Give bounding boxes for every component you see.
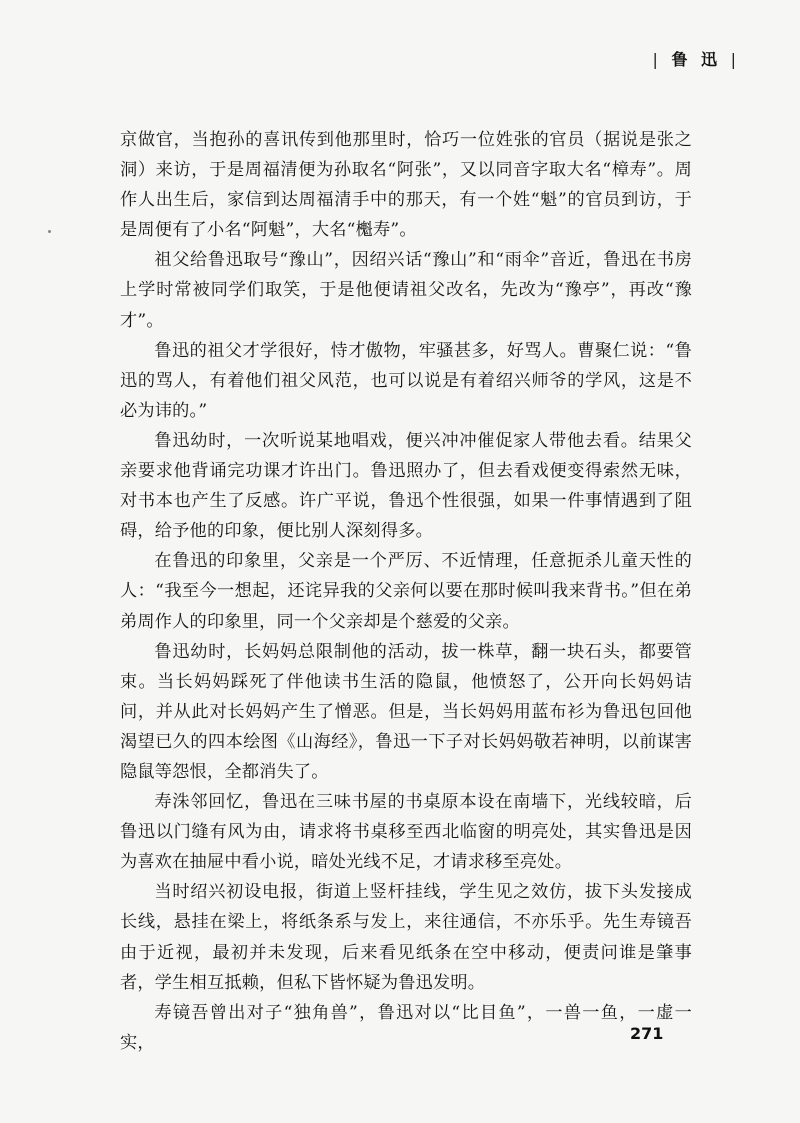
- paragraph-1: 京做官，当抱孙的喜讯传到他那里时，恰巧一位姓张的官员（据说是张之洞）来访，于是周福清便为孙取名“阿张”，又以同音字取大名“樟寿”。周作人出生后，家信到达周福清手中的那天，有一个姓“魁”的官员到访，于是周便有了小名“阿魁”，大名“櫆寿”。: [120, 130, 692, 241]
- running-head-left-rule: |: [652, 50, 662, 69]
- paragraph-8: 当时绍兴初设电报，街道上竖杆挂线，学生见之效仿，拔下头发接成长线，悬挂在梁上，将纸条系与发上，来往通信，不亦乐乎。先生寿镜吾由于近视，最初并未发现，后来看见纸条在空中移动，便责问谁是肇事者，学生相互抵赖，但私下皆怀疑为鲁迅发明。: [120, 882, 692, 993]
- running-head: [652, 47, 740, 70]
- paragraph-6: 鲁迅幼时，长妈妈总限制他的活动，拔一株草，翻一块石头，都要管束。当长妈妈踩死了伴他读书生活的隐鼠，他愤怒了，公开向长妈妈诘问，并从此对长妈妈产生了憎恶。但是，当长妈妈用蓝布衫为鲁迅包回他渴望已久的四本绘图《山海经》，鲁迅一下子对长妈妈敬若神明，以前谋害隐鼠等怨恨，全都消失了。: [120, 641, 692, 782]
- margin-speck: [48, 230, 51, 233]
- running-head-right-rule: |: [730, 50, 740, 69]
- paragraph-7: 寿洙邻回忆，鲁迅在三味书屋的书桌原本设在南墙下，光线较暗，后鲁迅以门缝有风为由，请求将书桌移至西北临窗的明亮处，其实鲁迅是因为喜欢在抽屉中看小说，暗处光线不足，才请求移至亮处。: [120, 792, 692, 873]
- running-head-title: 鲁 迅: [671, 50, 722, 69]
- paragraph-5: 在鲁迅的印象里，父亲是一个严厉、不近情理，任意扼杀儿童天性的人：“我至今一想起，还诧异我的父亲何以要在那时候叫我来背书。”但在弟弟周作人的印象里，同一个父亲却是个慈爱的父亲。: [120, 551, 692, 632]
- paragraph-9: 寿镜吾曾出对子“独角兽”，鲁迅对以“比目鱼”，一兽一鱼，一虚一实，: [120, 1002, 692, 1053]
- page-number: 271: [630, 1024, 664, 1043]
- body-text: [120, 125, 692, 1058]
- paragraph-3: 鲁迅的祖父才学很好，恃才傲物，牢骚甚多，好骂人。曹聚仁说：“鲁迅的骂人，有着他们祖父风范，也可以说是有着绍兴师爷的学风，这是不必为讳的。”: [120, 340, 692, 421]
- paragraph-2: 祖父给鲁迅取号“豫山”，因绍兴话“豫山”和“雨伞”音近，鲁迅在书房上学时常被同学们取笑，于是他便请祖父改名，先改为“豫亭”，再改“豫才”。: [120, 250, 692, 331]
- paragraph-4: 鲁迅幼时，一次听说某地唱戏，便兴冲冲催促家人带他去看。结果父亲要求他背诵完功课才许出门。鲁迅照办了，但去看戏便变得索然无味，对书本也产生了反感。许广平说，鲁迅个性很强，如果一件事情遇到了阻碍，给予他的印象，便比别人深刻得多。: [120, 430, 692, 542]
